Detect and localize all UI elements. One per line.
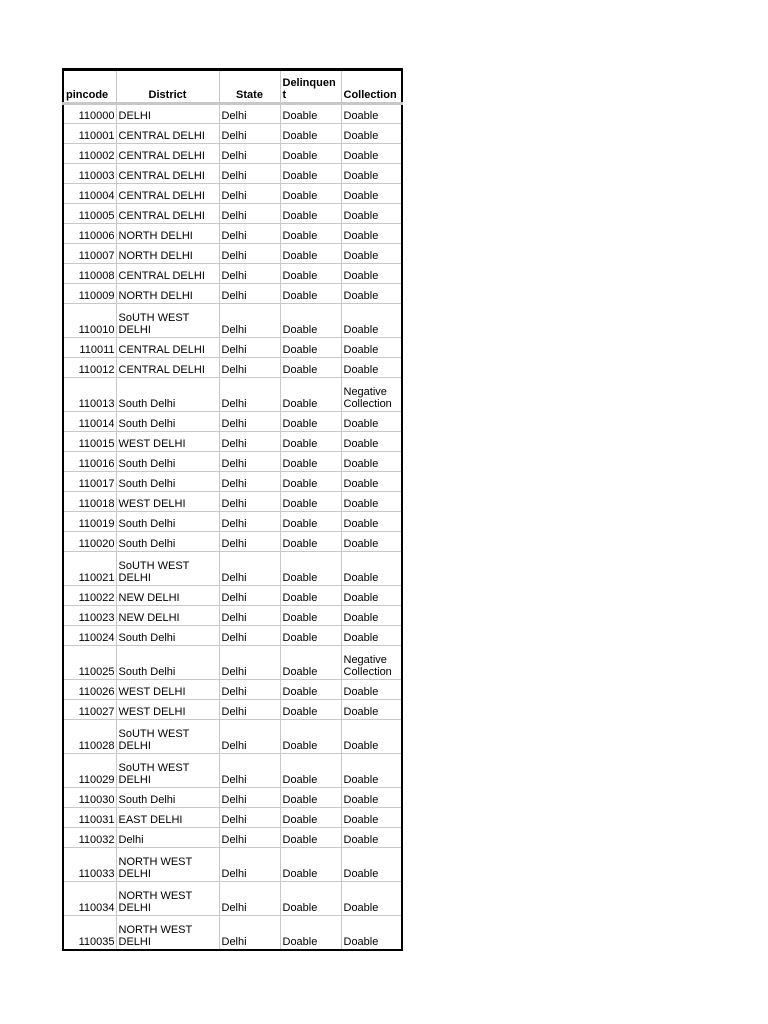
cell-district[interactable]: South Delhi xyxy=(116,378,219,412)
cell-pincode[interactable]: 110026 xyxy=(63,680,116,700)
cell-delinquent[interactable]: Doable xyxy=(280,452,341,472)
cell-pincode[interactable]: 110023 xyxy=(63,606,116,626)
table-row xyxy=(63,432,402,452)
header-pincode[interactable]: pincode xyxy=(63,70,116,104)
cell-pincode[interactable]: 110000 xyxy=(63,104,116,124)
table-row xyxy=(63,452,402,472)
table-row xyxy=(63,680,402,700)
cell-delinquent[interactable]: Doable xyxy=(280,808,341,828)
cell-collection[interactable]: Doable xyxy=(341,492,402,512)
table-row xyxy=(63,848,402,882)
table-row xyxy=(63,916,402,950)
cell-district[interactable]: CENTRAL DELHI xyxy=(116,164,219,184)
cell-collection[interactable]: Doable xyxy=(341,680,402,700)
cell-pincode[interactable]: 110025 xyxy=(63,646,116,680)
cell-district[interactable]: DELHI xyxy=(116,104,219,124)
cell-district[interactable]: South Delhi xyxy=(116,626,219,646)
cell-delinquent[interactable]: Doable xyxy=(280,606,341,626)
cell-pincode[interactable]: 110016 xyxy=(63,452,116,472)
cell-district[interactable]: CENTRAL DELHI xyxy=(116,144,219,164)
cell-state[interactable]: Delhi xyxy=(219,720,280,754)
cell-district[interactable]: NEW DELHI xyxy=(116,586,219,606)
cell-state[interactable]: Delhi xyxy=(219,304,280,338)
cell-collection[interactable]: Doable xyxy=(341,512,402,532)
cell-district[interactable]: South Delhi xyxy=(116,452,219,472)
table-row xyxy=(63,224,402,244)
table-row xyxy=(63,808,402,828)
cell-collection[interactable]: Negative Collection xyxy=(341,378,402,412)
cell-collection[interactable]: Doable xyxy=(341,626,402,646)
cell-delinquent[interactable]: Doable xyxy=(280,244,341,264)
cell-district[interactable]: South Delhi xyxy=(116,532,219,552)
cell-pincode[interactable]: 110009 xyxy=(63,284,116,304)
table-row xyxy=(63,700,402,720)
cell-state[interactable]: Delhi xyxy=(219,452,280,472)
cell-district[interactable]: SoUTH WEST DELHI xyxy=(116,304,219,338)
cell-delinquent[interactable]: Doable xyxy=(280,552,341,586)
cell-state[interactable]: Delhi xyxy=(219,184,280,204)
cell-state[interactable]: Delhi xyxy=(219,626,280,646)
table-row xyxy=(63,378,402,412)
cell-collection[interactable]: Doable xyxy=(341,700,402,720)
cell-pincode[interactable]: 110034 xyxy=(63,882,116,916)
cell-district[interactable]: NORTH WEST DELHI xyxy=(116,848,219,882)
cell-collection[interactable]: Doable xyxy=(341,284,402,304)
cell-pincode[interactable]: 110022 xyxy=(63,586,116,606)
header-state[interactable]: State xyxy=(219,70,280,104)
cell-delinquent[interactable]: Doable xyxy=(280,338,341,358)
cell-state[interactable]: Delhi xyxy=(219,754,280,788)
cell-state[interactable]: Delhi xyxy=(219,264,280,284)
cell-state[interactable]: Delhi xyxy=(219,284,280,304)
cell-collection[interactable]: Doable xyxy=(341,532,402,552)
table-row xyxy=(63,264,402,284)
table-body xyxy=(63,104,402,950)
cell-delinquent[interactable]: Doable xyxy=(280,848,341,882)
table-row xyxy=(63,626,402,646)
cell-collection[interactable]: Doable xyxy=(341,720,402,754)
cell-collection[interactable]: Doable xyxy=(341,204,402,224)
table-row xyxy=(63,338,402,358)
cell-collection[interactable]: Negative Collection xyxy=(341,646,402,680)
cell-pincode[interactable]: 110011 xyxy=(63,338,116,358)
table-row xyxy=(63,164,402,184)
cell-delinquent[interactable]: Doable xyxy=(280,304,341,338)
cell-district[interactable]: WEST DELHI xyxy=(116,700,219,720)
cell-state[interactable]: Delhi xyxy=(219,472,280,492)
cell-delinquent[interactable]: Doable xyxy=(280,754,341,788)
cell-delinquent[interactable]: Doable xyxy=(280,916,341,950)
cell-state[interactable]: Delhi xyxy=(219,204,280,224)
table-row xyxy=(63,720,402,754)
pincode-table xyxy=(62,68,403,951)
cell-state[interactable]: Delhi xyxy=(219,104,280,124)
cell-pincode[interactable]: 110035 xyxy=(63,916,116,950)
cell-collection[interactable]: Doable xyxy=(341,184,402,204)
cell-collection[interactable]: Doable xyxy=(341,144,402,164)
cell-state[interactable]: Delhi xyxy=(219,244,280,264)
cell-collection[interactable]: Doable xyxy=(341,432,402,452)
cell-pincode[interactable]: 110007 xyxy=(63,244,116,264)
cell-district[interactable]: NORTH WEST DELHI xyxy=(116,916,219,950)
cell-state[interactable]: Delhi xyxy=(219,788,280,808)
cell-district[interactable]: WEST DELHI xyxy=(116,680,219,700)
cell-district[interactable]: CENTRAL DELHI xyxy=(116,358,219,378)
cell-state[interactable]: Delhi xyxy=(219,586,280,606)
cell-delinquent[interactable]: Doable xyxy=(280,224,341,244)
cell-district[interactable]: South Delhi xyxy=(116,412,219,432)
cell-district[interactable]: EAST DELHI xyxy=(116,808,219,828)
cell-state[interactable]: Delhi xyxy=(219,828,280,848)
cell-collection[interactable]: Doable xyxy=(341,124,402,144)
cell-pincode[interactable]: 110005 xyxy=(63,204,116,224)
cell-state[interactable]: Delhi xyxy=(219,512,280,532)
cell-district[interactable]: SoUTH WEST DELHI xyxy=(116,754,219,788)
cell-delinquent[interactable]: Doable xyxy=(280,104,341,124)
cell-pincode[interactable]: 110029 xyxy=(63,754,116,788)
cell-pincode[interactable]: 110031 xyxy=(63,808,116,828)
cell-delinquent[interactable]: Doable xyxy=(280,432,341,452)
cell-state[interactable]: Delhi xyxy=(219,680,280,700)
cell-district[interactable]: Delhi xyxy=(116,828,219,848)
cell-district[interactable]: NEW DELHI xyxy=(116,606,219,626)
cell-pincode[interactable]: 110019 xyxy=(63,512,116,532)
table-row xyxy=(63,552,402,586)
cell-delinquent[interactable]: Doable xyxy=(280,264,341,284)
cell-collection[interactable]: Doable xyxy=(341,754,402,788)
table-row xyxy=(63,532,402,552)
cell-collection[interactable]: Doable xyxy=(341,828,402,848)
cell-pincode[interactable]: 110024 xyxy=(63,626,116,646)
cell-collection[interactable]: Doable xyxy=(341,788,402,808)
cell-district[interactable]: CENTRAL DELHI xyxy=(116,264,219,284)
cell-delinquent[interactable]: Doable xyxy=(280,828,341,848)
header-row xyxy=(63,70,402,104)
cell-collection[interactable]: Doable xyxy=(341,452,402,472)
cell-district[interactable]: South Delhi xyxy=(116,472,219,492)
cell-pincode[interactable]: 110021 xyxy=(63,552,116,586)
cell-pincode[interactable]: 110002 xyxy=(63,144,116,164)
cell-pincode[interactable]: 110018 xyxy=(63,492,116,512)
table-row xyxy=(63,492,402,512)
cell-district[interactable]: NORTH DELHI xyxy=(116,224,219,244)
table-row xyxy=(63,144,402,164)
table-row xyxy=(63,124,402,144)
cell-delinquent[interactable]: Doable xyxy=(280,184,341,204)
cell-collection[interactable]: Doable xyxy=(341,882,402,916)
cell-collection[interactable]: Doable xyxy=(341,358,402,378)
cell-delinquent[interactable]: Doable xyxy=(280,646,341,680)
cell-pincode[interactable]: 110030 xyxy=(63,788,116,808)
cell-collection[interactable]: Doable xyxy=(341,412,402,432)
cell-state[interactable]: Delhi xyxy=(219,916,280,950)
cell-collection[interactable]: Doable xyxy=(341,848,402,882)
cell-collection[interactable]: Doable xyxy=(341,164,402,184)
cell-collection[interactable]: Doable xyxy=(341,104,402,124)
cell-state[interactable]: Delhi xyxy=(219,358,280,378)
cell-collection[interactable]: Doable xyxy=(341,264,402,284)
table-row xyxy=(63,828,402,848)
cell-pincode[interactable]: 110020 xyxy=(63,532,116,552)
table-row xyxy=(63,104,402,124)
cell-collection[interactable]: Doable xyxy=(341,338,402,358)
cell-pincode[interactable]: 110006 xyxy=(63,224,116,244)
cell-pincode[interactable]: 110010 xyxy=(63,304,116,338)
table-row xyxy=(63,586,402,606)
cell-state[interactable]: Delhi xyxy=(219,492,280,512)
cell-district[interactable]: NORTH DELHI xyxy=(116,244,219,264)
cell-collection[interactable]: Doable xyxy=(341,304,402,338)
cell-pincode[interactable]: 110012 xyxy=(63,358,116,378)
table-row xyxy=(63,358,402,378)
table-row xyxy=(63,754,402,788)
cell-district[interactable]: WEST DELHI xyxy=(116,492,219,512)
cell-district[interactable]: CENTRAL DELHI xyxy=(116,184,219,204)
cell-collection[interactable]: Doable xyxy=(341,472,402,492)
cell-delinquent[interactable]: Doable xyxy=(280,626,341,646)
header-delinquent[interactable]: Delinquent xyxy=(280,70,341,104)
cell-district[interactable]: SoUTH WEST DELHI xyxy=(116,552,219,586)
cell-district[interactable]: South Delhi xyxy=(116,646,219,680)
cell-delinquent[interactable]: Doable xyxy=(280,472,341,492)
cell-pincode[interactable]: 110027 xyxy=(63,700,116,720)
cell-delinquent[interactable]: Doable xyxy=(280,586,341,606)
cell-pincode[interactable]: 110003 xyxy=(63,164,116,184)
cell-pincode[interactable]: 110033 xyxy=(63,848,116,882)
table-row xyxy=(63,606,402,626)
cell-collection[interactable]: Doable xyxy=(341,244,402,264)
cell-delinquent[interactable]: Doable xyxy=(280,284,341,304)
cell-state[interactable]: Delhi xyxy=(219,700,280,720)
cell-district[interactable]: CENTRAL DELHI xyxy=(116,124,219,144)
cell-district[interactable]: SoUTH WEST DELHI xyxy=(116,720,219,754)
cell-pincode[interactable]: 110017 xyxy=(63,472,116,492)
header-collection[interactable]: Collection xyxy=(341,70,402,104)
cell-pincode[interactable]: 110004 xyxy=(63,184,116,204)
cell-pincode[interactable]: 110028 xyxy=(63,720,116,754)
cell-collection[interactable]: Doable xyxy=(341,586,402,606)
cell-delinquent[interactable]: Doable xyxy=(280,680,341,700)
cell-collection[interactable]: Doable xyxy=(341,606,402,626)
cell-delinquent[interactable]: Doable xyxy=(280,532,341,552)
cell-state[interactable]: Delhi xyxy=(219,808,280,828)
cell-state[interactable]: Delhi xyxy=(219,646,280,680)
cell-delinquent[interactable]: Doable xyxy=(280,204,341,224)
cell-collection[interactable]: Doable xyxy=(341,808,402,828)
cell-collection[interactable]: Doable xyxy=(341,224,402,244)
cell-delinquent[interactable]: Doable xyxy=(280,378,341,412)
cell-state[interactable]: Delhi xyxy=(219,432,280,452)
cell-state[interactable]: Delhi xyxy=(219,882,280,916)
cell-delinquent[interactable]: Doable xyxy=(280,700,341,720)
table-row xyxy=(63,882,402,916)
cell-delinquent[interactable]: Doable xyxy=(280,512,341,532)
cell-state[interactable]: Delhi xyxy=(219,848,280,882)
cell-pincode[interactable]: 110008 xyxy=(63,264,116,284)
cell-pincode[interactable]: 110001 xyxy=(63,124,116,144)
cell-delinquent[interactable]: Doable xyxy=(280,788,341,808)
cell-district[interactable]: NORTH DELHI xyxy=(116,284,219,304)
table-row xyxy=(63,184,402,204)
cell-state[interactable]: Delhi xyxy=(219,532,280,552)
cell-pincode[interactable]: 110014 xyxy=(63,412,116,432)
cell-state[interactable]: Delhi xyxy=(219,378,280,412)
cell-state[interactable]: Delhi xyxy=(219,124,280,144)
cell-delinquent[interactable]: Doable xyxy=(280,720,341,754)
cell-state[interactable]: Delhi xyxy=(219,144,280,164)
cell-delinquent[interactable]: Doable xyxy=(280,144,341,164)
table-row xyxy=(63,788,402,808)
cell-delinquent[interactable]: Doable xyxy=(280,882,341,916)
cell-collection[interactable]: Doable xyxy=(341,916,402,950)
cell-delinquent[interactable]: Doable xyxy=(280,412,341,432)
cell-delinquent[interactable]: Doable xyxy=(280,358,341,378)
cell-district[interactable]: CENTRAL DELHI xyxy=(116,338,219,358)
cell-district[interactable]: NORTH WEST DELHI xyxy=(116,882,219,916)
cell-pincode[interactable]: 110015 xyxy=(63,432,116,452)
cell-district[interactable]: CENTRAL DELHI xyxy=(116,204,219,224)
table-row xyxy=(63,472,402,492)
table-row xyxy=(63,304,402,338)
cell-district[interactable]: South Delhi xyxy=(116,788,219,808)
table-row xyxy=(63,244,402,264)
cell-state[interactable]: Delhi xyxy=(219,164,280,184)
spreadsheet-sheet xyxy=(62,68,403,951)
table-row xyxy=(63,284,402,304)
cell-delinquent[interactable]: Doable xyxy=(280,164,341,184)
cell-state[interactable]: Delhi xyxy=(219,412,280,432)
cell-district[interactable]: South Delhi xyxy=(116,512,219,532)
header-district[interactable]: District xyxy=(116,70,219,104)
table-row xyxy=(63,646,402,680)
table-row xyxy=(63,204,402,224)
cell-pincode[interactable]: 110032 xyxy=(63,828,116,848)
cell-state[interactable]: Delhi xyxy=(219,552,280,586)
cell-state[interactable]: Delhi xyxy=(219,338,280,358)
cell-delinquent[interactable]: Doable xyxy=(280,124,341,144)
cell-pincode[interactable]: 110013 xyxy=(63,378,116,412)
cell-state[interactable]: Delhi xyxy=(219,606,280,626)
cell-delinquent[interactable]: Doable xyxy=(280,492,341,512)
table-row xyxy=(63,412,402,432)
cell-collection[interactable]: Doable xyxy=(341,552,402,586)
table-row xyxy=(63,512,402,532)
cell-state[interactable]: Delhi xyxy=(219,224,280,244)
cell-district[interactable]: WEST DELHI xyxy=(116,432,219,452)
